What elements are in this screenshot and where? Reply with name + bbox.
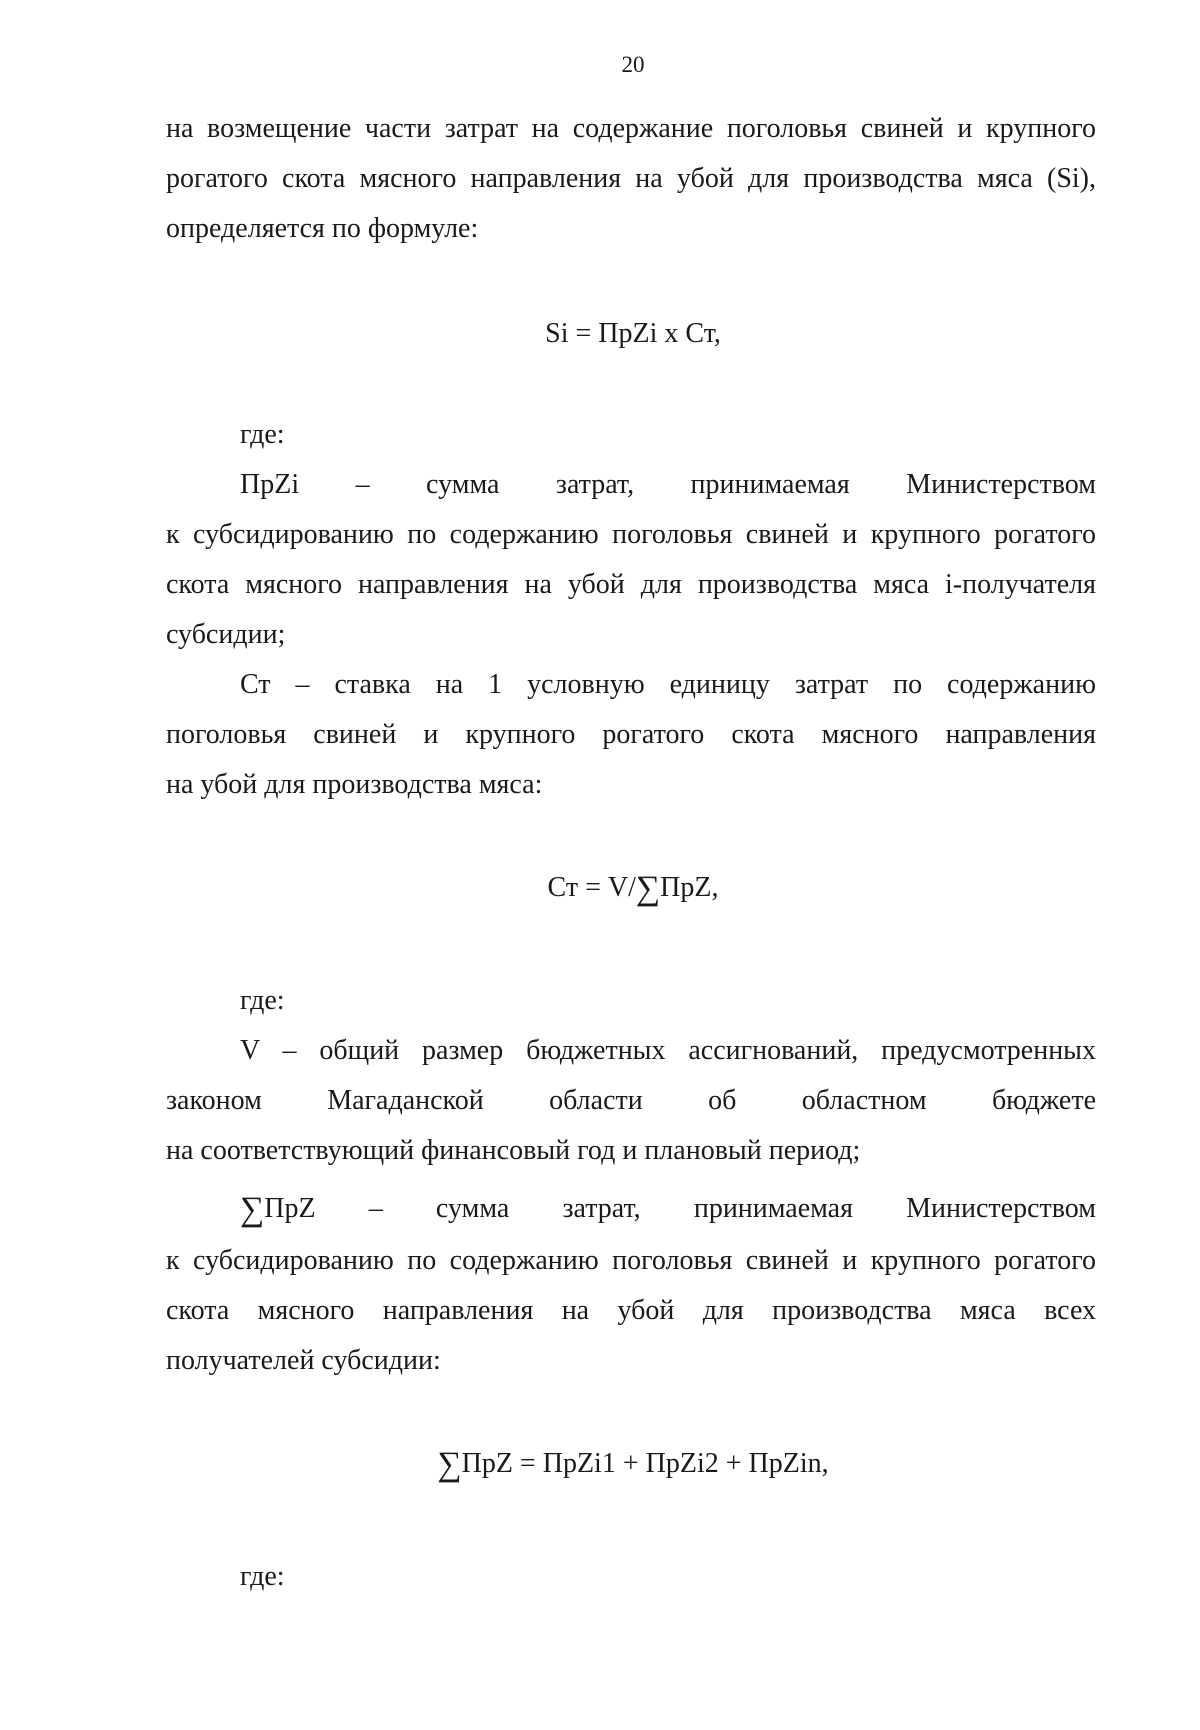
def-sum-line-2: к субсидированию по содержанию поголовья свиней и крупного рогатого [166,1245,1096,1276]
formula-st: Ст = V/∑ПрZ, [547,870,719,907]
intro-line-2: рогатого скота мясного направления на убой для производства мяса (Si), [166,163,1096,194]
def-przi-word-3: принимаемая [690,469,850,500]
def-v-line-3: на соответствующий финансовый год и плановый период; [166,1135,861,1166]
def-st-line-2: поголовья свиней и крупного рогатого скота мясного направления [166,719,1096,750]
sigma-symbol: ∑ [437,1446,462,1483]
def-sum-first-line [166,1184,1096,1235]
sigma-symbol: ∑ [240,1191,265,1228]
def-st-line-1: Ст – ставка на 1 условную единицу затрат по содержанию [240,669,1096,700]
def-przi-word-1: сумма [426,469,500,500]
def-sum-dash: – [368,1193,383,1224]
where-label-3: где: [240,1561,285,1592]
sigma-symbol: ∑ [635,870,661,907]
def-przi-word-2: затрат, [555,469,635,500]
formula-si: Si = ПрZi х Ст, [545,318,721,349]
def-v-paragraph [166,1026,1096,1176]
def-przi-line-2: к субсидированию по содержанию поголовья свиней и крупного рогатого [166,519,1096,550]
def-przi-dash: – [355,469,370,500]
intro-paragraph [166,104,1096,254]
def-sum-paragraph [166,1236,1096,1386]
def-v-line-2: законом Магаданской области об областном бюджете [166,1085,1096,1116]
def-sum-word-3: принимаемая [693,1193,853,1224]
def-sum-term: ∑ПрZ [240,1191,316,1228]
def-przi-term: ПрZi [240,469,300,500]
page-number: 20 [621,52,645,77]
formula-sum: ∑ПрZ = ПрZi1 + ПрZi2 + ПрZin, [437,1446,829,1483]
def-przi-word-4: Министерством [906,469,1096,500]
def-st-line-3: на убой для производства мяса: [166,769,543,800]
def-przi-line-3: скота мясного направления на убой для производства мяса i-получателя [166,569,1096,600]
def-sum-word-2: затрат, [562,1193,641,1224]
def-przi-line-4: субсидии; [166,619,286,650]
where-label-2: где: [240,985,285,1016]
def-przi-first-line [166,460,1096,510]
def-sum-line-3: скота мясного направления на убой для производства мяса всех [166,1295,1096,1326]
def-sum-word-4: Министерством [906,1193,1096,1224]
def-sum-word-1: сумма [435,1193,510,1224]
def-v-line-1: V – общий размер бюджетных ассигнований, предусмотренных [240,1035,1096,1066]
def-st-paragraph [166,660,1096,810]
intro-line-1: на возмещение части затрат на содержание поголовья свиней и крупного [166,113,1096,144]
intro-line-3: определяется по формуле: [166,213,479,244]
def-przi-paragraph [166,510,1096,660]
where-label-1: где: [240,419,285,450]
def-sum-line-4: получателей субсидии: [166,1345,441,1376]
